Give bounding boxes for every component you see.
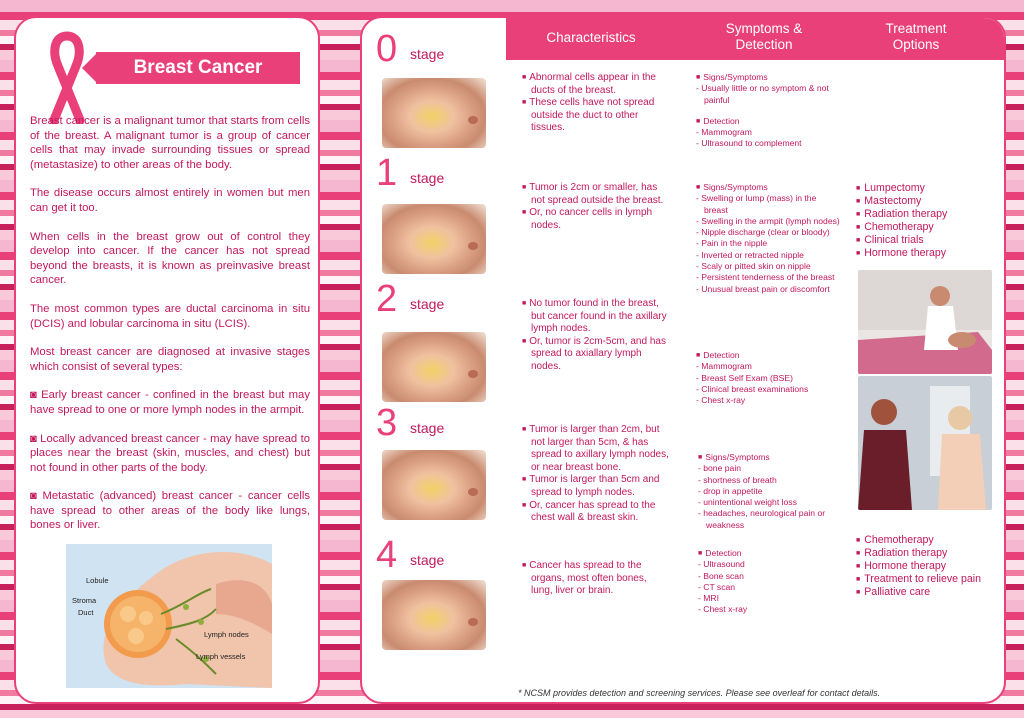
stage-0-symptoms (696, 72, 842, 150)
label-duct: Duct (78, 608, 94, 617)
label-lobule: Lobule (86, 576, 109, 585)
detection-item: - MRI (698, 593, 720, 604)
symptom-item: - Swelling or lump (mass) in the breast (696, 193, 817, 215)
stage-number: 1 (376, 152, 398, 194)
char-item: ■ Or, no cancer cells in lymph nodes. (522, 207, 670, 232)
detection-heading: ■ Detection (696, 350, 842, 361)
detection-item: - Breast Self Exam (BSE) (696, 372, 793, 383)
symptom-item: - Inverted or retracted nipple (696, 249, 804, 260)
treatment-item: ■ Hormone therapy (856, 247, 947, 260)
treatment-item: ■ Radiation therapy (856, 547, 981, 560)
char-item: ■ Tumor is 2cm or smaller, has not spread outside the breast. (522, 182, 670, 207)
detection-item: - Mammogram (696, 361, 752, 372)
stage-number: 4 (376, 534, 398, 576)
symptom-item: - Nipple discharge (clear or bloody) (696, 227, 830, 238)
stage-4-detection (698, 548, 844, 616)
symptoms-heading: ■ Signs/Symptoms (696, 72, 842, 83)
symptom-item: - Usually little or no symptom & not painful (696, 83, 829, 105)
detection-item: - Bone scan (698, 570, 744, 581)
page-title: Breast Cancer (133, 57, 263, 78)
char-item: ■ Or, cancer has spread to the chest wall & breast skin. (522, 500, 670, 525)
treatment-item: ■ Palliative care (856, 586, 981, 599)
header-treatment: Treatment Options (885, 21, 947, 52)
treatment-item: ■ Radiation therapy (856, 208, 947, 221)
symptom-item: - Swelling in the armpit (lymph nodes) (696, 215, 840, 226)
char-item: ■ Cancer has spread to the organs, most often bones, lung, liver or brain. (522, 560, 670, 598)
stage-4-image (382, 580, 486, 650)
stage-1-characteristics (522, 182, 670, 232)
nipple-shape (468, 488, 478, 496)
label-lymph-nodes: Lymph nodes (204, 630, 249, 639)
stage-2-label (376, 278, 496, 321)
detection-item: - Ultrasound to complement (696, 138, 802, 149)
stage-2-characteristics (522, 298, 670, 374)
symptom-item: - Scaly or pitted skin on nipple (696, 261, 811, 272)
paragraph: When cells in the breast grow out of control they develop into cancer. If the cancer has not spread beyond the breasts, it is known as preinvasive breast cancer. (30, 230, 310, 287)
doctor-patient-photo (858, 270, 992, 374)
symptom-item: - Persistent tenderness of the breast (696, 272, 835, 283)
detection-item: - Chest x-ray (698, 604, 748, 615)
symptom-item: - unintentional weight loss (698, 497, 797, 508)
treatment-item: ■ Chemotherapy (856, 221, 947, 234)
mammogram-photo (858, 376, 992, 510)
header-characteristics: Characteristics (546, 30, 636, 45)
stage-word: stage (410, 46, 445, 62)
stage-word: stage (410, 420, 445, 436)
stage-0-characteristics (522, 72, 670, 135)
nipple-shape (468, 618, 478, 626)
table-header (506, 18, 1006, 60)
stage-word: stage (410, 296, 445, 312)
nipple-shape (468, 242, 478, 250)
stage-4-characteristics (522, 560, 670, 598)
paragraph: Breast cancer is a malignant tumor that starts from cells of the breast. A malignant tumor is a group of cancer cells that may invade surrounding tissues or spread (metastasize) to other areas of the body. (30, 115, 310, 171)
symptom-item: - Pain in the nipple (696, 238, 768, 249)
treatment-item: ■ Chemotherapy (856, 534, 981, 547)
label-lymph-vessels: Lymph vessels (196, 652, 246, 661)
treatment-early-list (856, 182, 947, 260)
symptom-item: - bone pain (698, 463, 742, 474)
stage-2-detection (696, 350, 842, 406)
stage-3-symptoms (698, 452, 844, 531)
detection-heading: ■ Detection (698, 548, 844, 559)
treatment-item: ■ Treatment to relieve pain (856, 573, 981, 586)
stage-0-label (376, 28, 496, 71)
detection-item: - CT scan (698, 581, 736, 592)
anatomy-illustration (66, 544, 272, 688)
treatment-item: ■ Mastectomy (856, 195, 947, 208)
detection-heading: ■ Detection (696, 116, 842, 127)
treatment-item: ■ Hormone therapy (856, 560, 981, 573)
label-stroma: Stroma (72, 596, 97, 605)
footnote: * NCSM provides detection and screening services. Please see overleaf for contact details. (518, 688, 881, 698)
breast-anatomy-diagram (66, 544, 272, 688)
stage-number: 2 (376, 278, 398, 320)
stage-word: stage (410, 170, 445, 186)
char-item: ■ These cells have not spread outside the duct to other tissues. (522, 97, 670, 135)
stage-1-symptoms (696, 182, 842, 295)
treatment-late-list (856, 534, 981, 599)
paragraph: The disease occurs almost entirely in women but men can get it too. (30, 187, 310, 214)
intro-panel (14, 16, 320, 704)
detection-item: - Clinical breast examinations (696, 383, 809, 394)
stage-0-image (382, 78, 486, 148)
title-banner (96, 52, 300, 84)
stage-4-label (376, 534, 496, 577)
paragraph: ◙ Locally advanced breast cancer - may have spread to places near the breast (skin, muscles, and chest) but not found in other parts of the body. (30, 432, 310, 474)
nipple-shape (468, 370, 478, 378)
stage-3-image (382, 450, 486, 520)
stage-number: 3 (376, 402, 398, 444)
treatment-item: ■ Clinical trials (856, 234, 947, 247)
symptoms-heading: ■ Signs/Symptoms (698, 452, 844, 463)
symptom-item: - headaches, neurological pain or weakness (698, 508, 826, 530)
char-item: ■ No tumor found in the breast, but cancer found in the axillary lymph nodes. (522, 298, 670, 336)
header-symptoms: Symptoms & Detection (725, 21, 803, 52)
nipple-shape (468, 116, 478, 124)
paragraph: The most common types are ductal carcinoma in situ (DCIS) and lobular carcinoma in situ (LCIS). (30, 302, 310, 330)
stage-2-image (382, 332, 486, 402)
detection-item: - Mammogram (696, 127, 752, 138)
paragraph: ◙ Early breast cancer - confined in the breast but may have spread to one or more lymph nodes in the armpit. (30, 389, 310, 416)
symptom-item: - shortness of breath (698, 474, 777, 485)
symptom-item: - Unusual breast pain or discomfort (696, 283, 830, 294)
detection-item: - Ultrasound (698, 559, 745, 570)
stage-3-label (376, 402, 496, 445)
stage-3-characteristics (522, 424, 670, 525)
treatment-item: ■ Lumpectomy (856, 182, 947, 195)
char-item: ■ Or, tumor is 2cm-5cm, and has spread to axiallary lymph nodes. (522, 336, 670, 374)
stage-number: 0 (376, 28, 398, 70)
char-item: ■ Abnormal cells appear in the ducts of the breast. (522, 72, 670, 97)
stages-panel (360, 16, 1006, 704)
stage-word: stage (410, 552, 445, 568)
detection-item: - Chest x-ray (696, 395, 746, 406)
stage-1-label (376, 152, 496, 195)
char-item: ■ Tumor is larger than 5cm and spread to lymph nodes. (522, 474, 670, 499)
intro-text (30, 114, 310, 547)
symptoms-heading: ■ Signs/Symptoms (696, 182, 842, 193)
char-item: ■ Tumor is larger than 2cm, but not larger than 5cm, & has spread to axillary lymph nodes, or near breast bone. (522, 424, 670, 474)
paragraph: Most breast cancer are diagnosed at invasive stages which consist of several types: (30, 346, 310, 373)
paragraph: ◙ Metastatic (advanced) breast cancer - cancer cells have spread to other areas of the body like lungs, bones or liver. (30, 490, 310, 532)
stage-1-image (382, 204, 486, 274)
symptom-item: - drop in appetite (698, 485, 763, 496)
